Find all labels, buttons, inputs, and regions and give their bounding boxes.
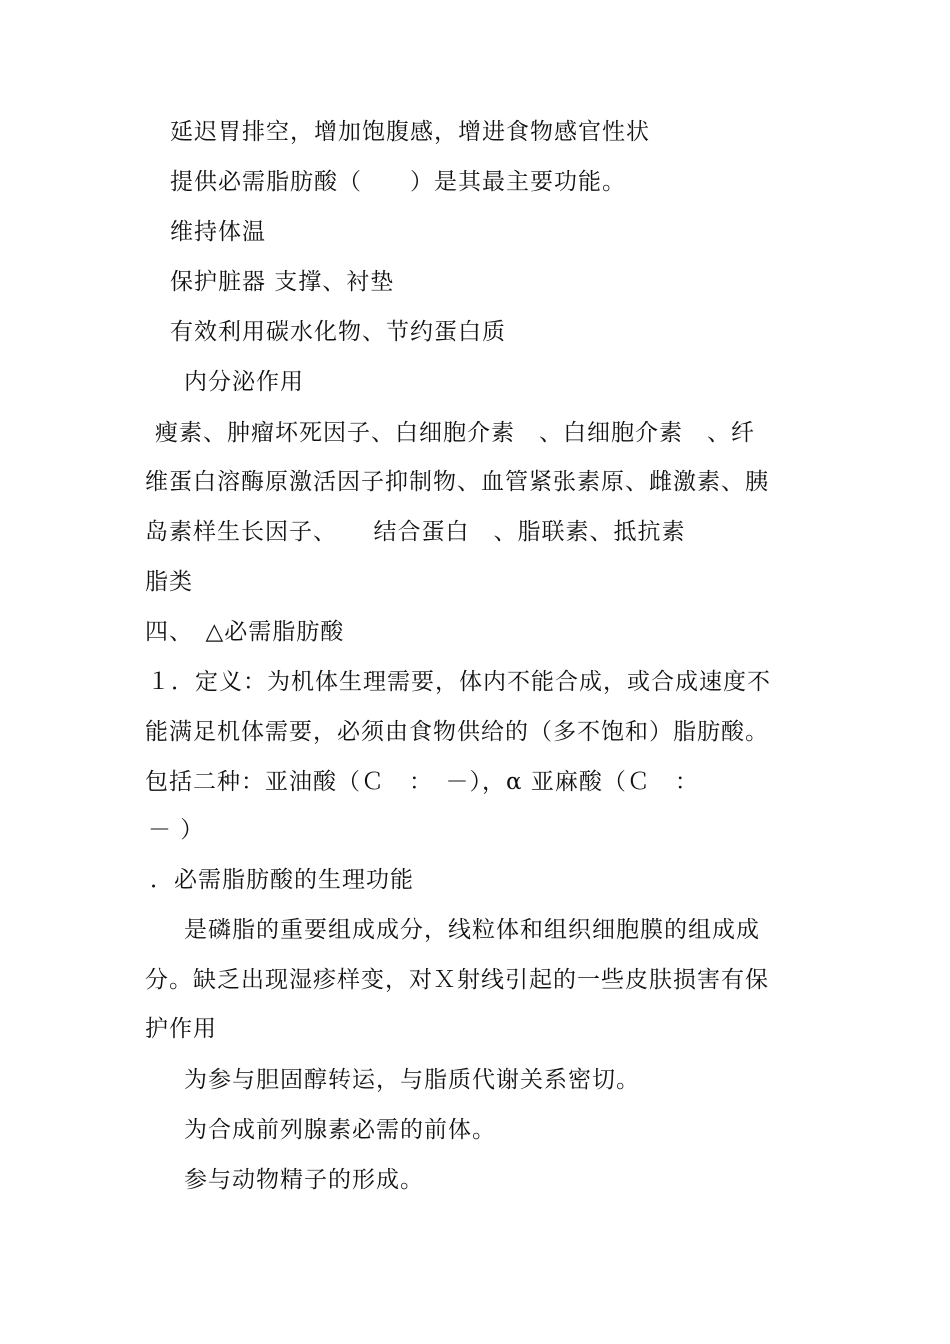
text-line-6: 内分泌作用	[184, 369, 304, 395]
text-line-3: 维持体温	[170, 219, 266, 245]
text-line-18: 分。缺乏出现湿疹样变，对Ｘ射线引起的一些皮肤损害有保	[145, 967, 769, 993]
text-line-13: 能满足机体需要，必须由食物供给的（多不饱和）脂肪酸。	[145, 719, 769, 745]
text-line-22: 参与动物精子的形成。	[184, 1167, 424, 1193]
text-line-9: 岛素样生长因子、 结合蛋白 、脂联素、抵抗素	[145, 519, 686, 545]
text-line-5: 有效利用碳水化物、节约蛋白质	[170, 319, 506, 345]
text-line-20: 为参与胆固醇转运，与脂质代谢关系密切。	[184, 1067, 640, 1093]
section-heading: 四、 △必需脂肪酸	[145, 619, 345, 645]
text-line-21: 为合成前列腺素必需的前体。	[184, 1117, 496, 1143]
text-line-1: 延迟胃排空，增加饱腹感，增进食物感官性状	[170, 119, 650, 145]
text-line-2: 提供必需脂肪酸（ ）是其最主要功能。	[170, 169, 626, 195]
subsection-heading: ．必需脂肪酸的生理功能	[150, 867, 414, 893]
text-line-14: 包括二种：亚油酸（Ｃ ： －），α 亚麻酸（Ｃ ：	[145, 769, 699, 795]
text-line-17: 是磷脂的重要组成成分，线粒体和组织细胞膜的组成成	[184, 917, 760, 943]
text-line-19: 护作用	[145, 1016, 217, 1042]
text-line-12: １．定义：为机体生理需要，体内不能合成，或合成速度不	[147, 669, 771, 695]
text-line-7: 瘦素、肿瘤坏死因子、白细胞介素 、白细胞介素 、纤	[155, 420, 755, 446]
text-line-15: － ）	[148, 817, 205, 843]
text-line-10: 脂类	[145, 569, 193, 595]
text-line-8: 维蛋白溶酶原激活因子抑制物、血管紧张素原、雌激素、胰	[145, 469, 769, 495]
text-line-4: 保护脏器 支撑、衬垫	[170, 269, 395, 295]
